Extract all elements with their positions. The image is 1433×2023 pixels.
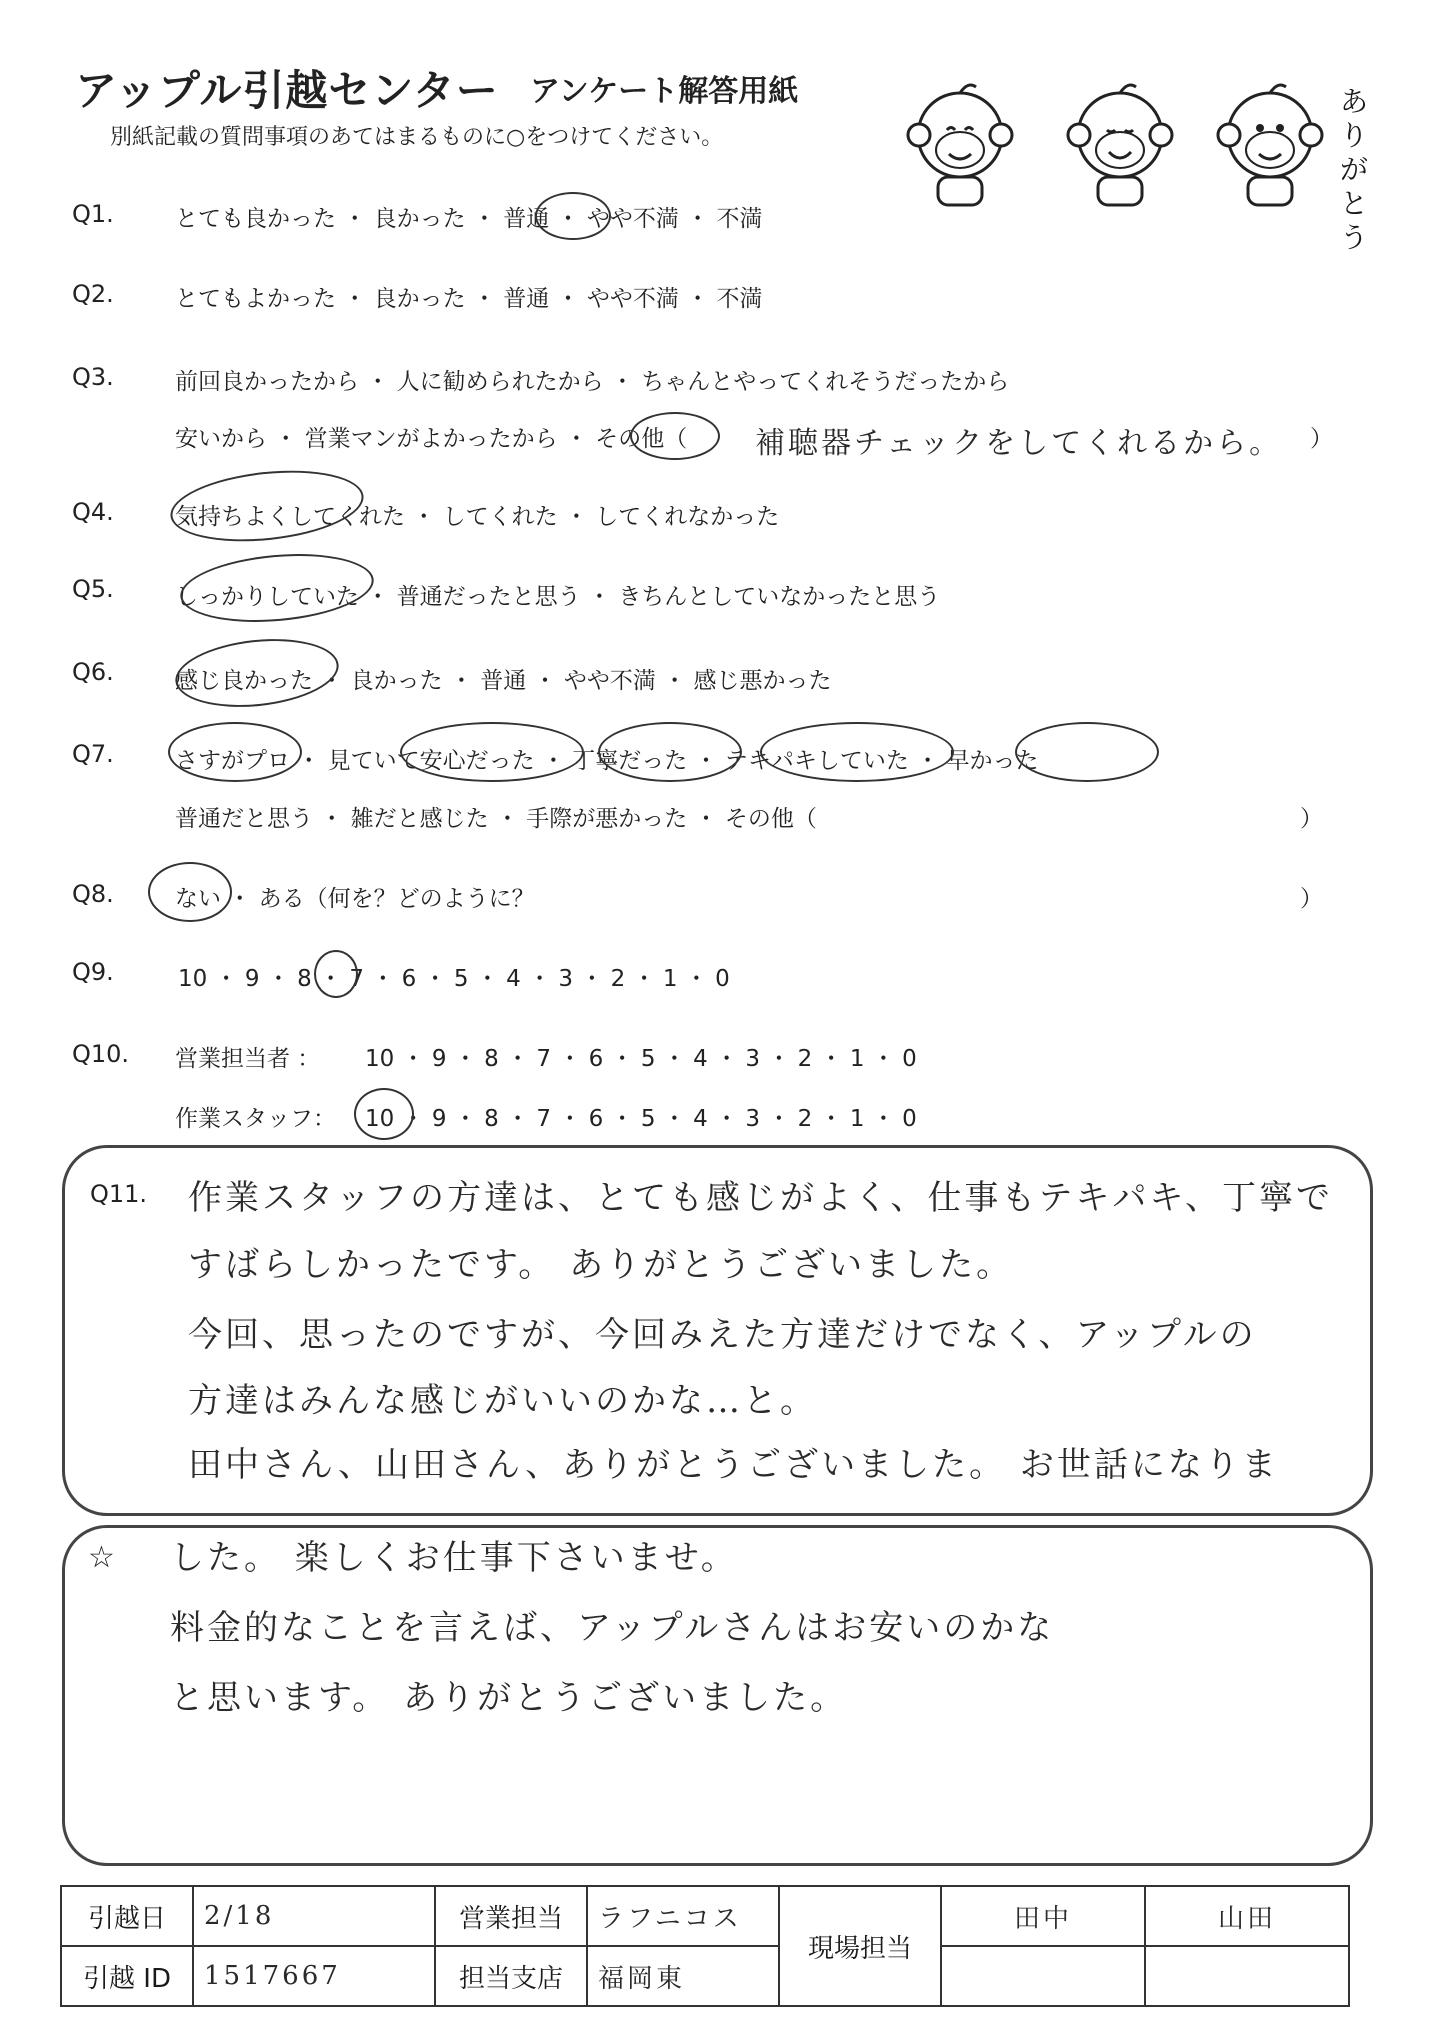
q3-close-paren: ） xyxy=(1310,426,1333,452)
q6-number: Q6. xyxy=(72,658,114,686)
q11-line-5: 田中さん、山田さん、ありがとうございました。 お世話になりま xyxy=(188,1445,1279,1485)
q6-options[interactable]: 感じ良かった ・ 良かった ・ 普通 ・ やや不満 ・ 感じ悪かった xyxy=(175,668,832,694)
free-comment-line-3: と思います。 ありがとうございました。 xyxy=(170,1678,848,1718)
q11-line-1: 作業スタッフの方達は、とても感じがよく、仕事もテキパキ、丁寧で xyxy=(188,1178,1333,1218)
q10-staff-scale[interactable]: 10 ・ 9 ・ 8 ・ 7 ・ 6 ・ 5 ・ 4 ・ 3 ・ 2 ・ 1 ・ 0 xyxy=(365,1106,917,1132)
q1-options[interactable]: とても良かった ・ 良かった ・ 普通 ・ やや不満 ・ 不満 xyxy=(175,206,763,232)
site-staff-1: 田中 xyxy=(941,1886,1145,1946)
q4-number: Q4. xyxy=(72,498,114,526)
q7-options-line1[interactable]: さすがプロ ・ 見ていて安心だった ・ 丁寧だった ・ テキパキしていた ・ 早かった xyxy=(175,748,1039,774)
site-staff-empty-2 xyxy=(1145,1946,1349,2006)
q11-number: Q11. xyxy=(90,1180,148,1208)
q3-other-handwriting: 補聴器チェックをしてくれるから。 xyxy=(755,426,1283,461)
q7-answer-circle-5 xyxy=(1015,722,1159,782)
site-staff-label: 現場担当 xyxy=(779,1886,941,2006)
branch-value: 福岡東 xyxy=(587,1946,779,2006)
branch-label: 担当支店 xyxy=(435,1946,587,2006)
q7-number: Q7. xyxy=(72,740,114,768)
q2-number: Q2. xyxy=(72,280,114,308)
q7-close-paren: ） xyxy=(1300,806,1323,832)
q3-options-line1[interactable]: 前回良かったから ・ 人に勧められたから ・ ちゃんとやってくれそうだったから xyxy=(175,369,1010,395)
footer-info-table xyxy=(60,1885,1350,2007)
q8-number: Q8. xyxy=(72,880,114,908)
q7-answer-circle-1 xyxy=(168,722,302,782)
q5-options[interactable]: しっかりしていた ・ 普通だったと思う ・ きちんとしていなかったと思う xyxy=(175,584,941,610)
q10-staff-answer-circle xyxy=(354,1088,414,1140)
q10-staff-label: 作業スタッフ： xyxy=(175,1106,336,1132)
mascot-monkey-icon xyxy=(905,80,1015,210)
q9-answer-circle xyxy=(314,950,358,998)
q6-answer-circle xyxy=(172,632,342,715)
q3-number: Q3. xyxy=(72,363,114,391)
sales-label: 営業担当 xyxy=(435,1886,587,1946)
q7-answer-circle-4 xyxy=(760,722,954,782)
q9-number: Q9. xyxy=(72,958,114,986)
q1-answer-circle xyxy=(535,192,611,240)
q3-options-line2[interactable]: 安いから ・ 営業マンがよかったから ・ その他（ xyxy=(175,426,688,452)
sales-value: ラフニコス xyxy=(587,1886,779,1946)
q8-options[interactable]: ない ・ ある（何を？どのように？ xyxy=(175,886,535,912)
site-staff-2: 山田 xyxy=(1145,1886,1349,1946)
q7-options-line2[interactable]: 普通だと思う ・ 雑だと感じた ・ 手際が悪かった ・ その他（ xyxy=(175,806,817,832)
q3-answer-circle xyxy=(630,412,720,460)
q11-line-3: 今回、思ったのですが、今回みえた方達だけでなく、アップルの xyxy=(188,1315,1257,1355)
free-comment-line-1: した。 楽しくお仕事下さいませ。 xyxy=(170,1538,738,1578)
q11-line-2: すばらしかったです。 ありがとうございました。 xyxy=(188,1245,1014,1285)
q7-answer-circle-3 xyxy=(598,722,742,782)
move-id-label: 引越 ID xyxy=(61,1946,193,2006)
thanks-text: ありがとう xyxy=(1340,85,1369,254)
q5-answer-circle xyxy=(177,547,376,630)
mascot-monkey-icon xyxy=(1215,80,1325,210)
q5-number: Q5. xyxy=(72,575,114,603)
form-title: アップル引越センター xyxy=(75,66,499,115)
q8-close-paren: ） xyxy=(1300,886,1323,912)
star-icon: ☆ xyxy=(88,1540,115,1575)
q4-answer-circle xyxy=(167,462,367,550)
move-date-value: 2/18 xyxy=(193,1886,435,1946)
q8-answer-circle xyxy=(148,862,232,922)
q7-answer-circle-2 xyxy=(400,722,584,782)
site-staff-empty-1 xyxy=(941,1946,1145,2006)
q1-number: Q1. xyxy=(72,200,114,228)
move-id-value: 1517667 xyxy=(193,1946,435,2006)
mascot-monkey-icon xyxy=(1065,80,1175,210)
q10-number: Q10. xyxy=(72,1040,130,1068)
q10-sales-scale[interactable]: 10 ・ 9 ・ 8 ・ 7 ・ 6 ・ 5 ・ 4 ・ 3 ・ 2 ・ 1 ・ 0 xyxy=(365,1046,917,1072)
free-comment-line-2: 料金的なことを言えば、アップルさんはお安いのかな xyxy=(170,1608,1055,1648)
move-date-label: 引越日 xyxy=(61,1886,193,1946)
q4-options[interactable]: 気持ちよくしてくれた ・ してくれた ・ してくれなかった xyxy=(175,504,780,530)
form-subtitle: アンケート解答用紙 xyxy=(530,74,799,109)
form-instruction: 別紙記載の質問事項のあてはまるものに○をつけてください。 xyxy=(110,125,724,150)
q9-scale[interactable]: 10 ・ 9 ・ 8 ・ 7 ・ 6 ・ 5 ・ 4 ・ 3 ・ 2 ・ 1 ・ 0 xyxy=(178,966,730,992)
q2-options[interactable]: とてもよかった ・ 良かった ・ 普通 ・ やや不満 ・ 不満 xyxy=(175,286,763,312)
q11-line-4: 方達はみんな感じがいいのかな…と。 xyxy=(188,1381,817,1421)
q10-sales-label: 営業担当者 ： xyxy=(175,1046,321,1072)
